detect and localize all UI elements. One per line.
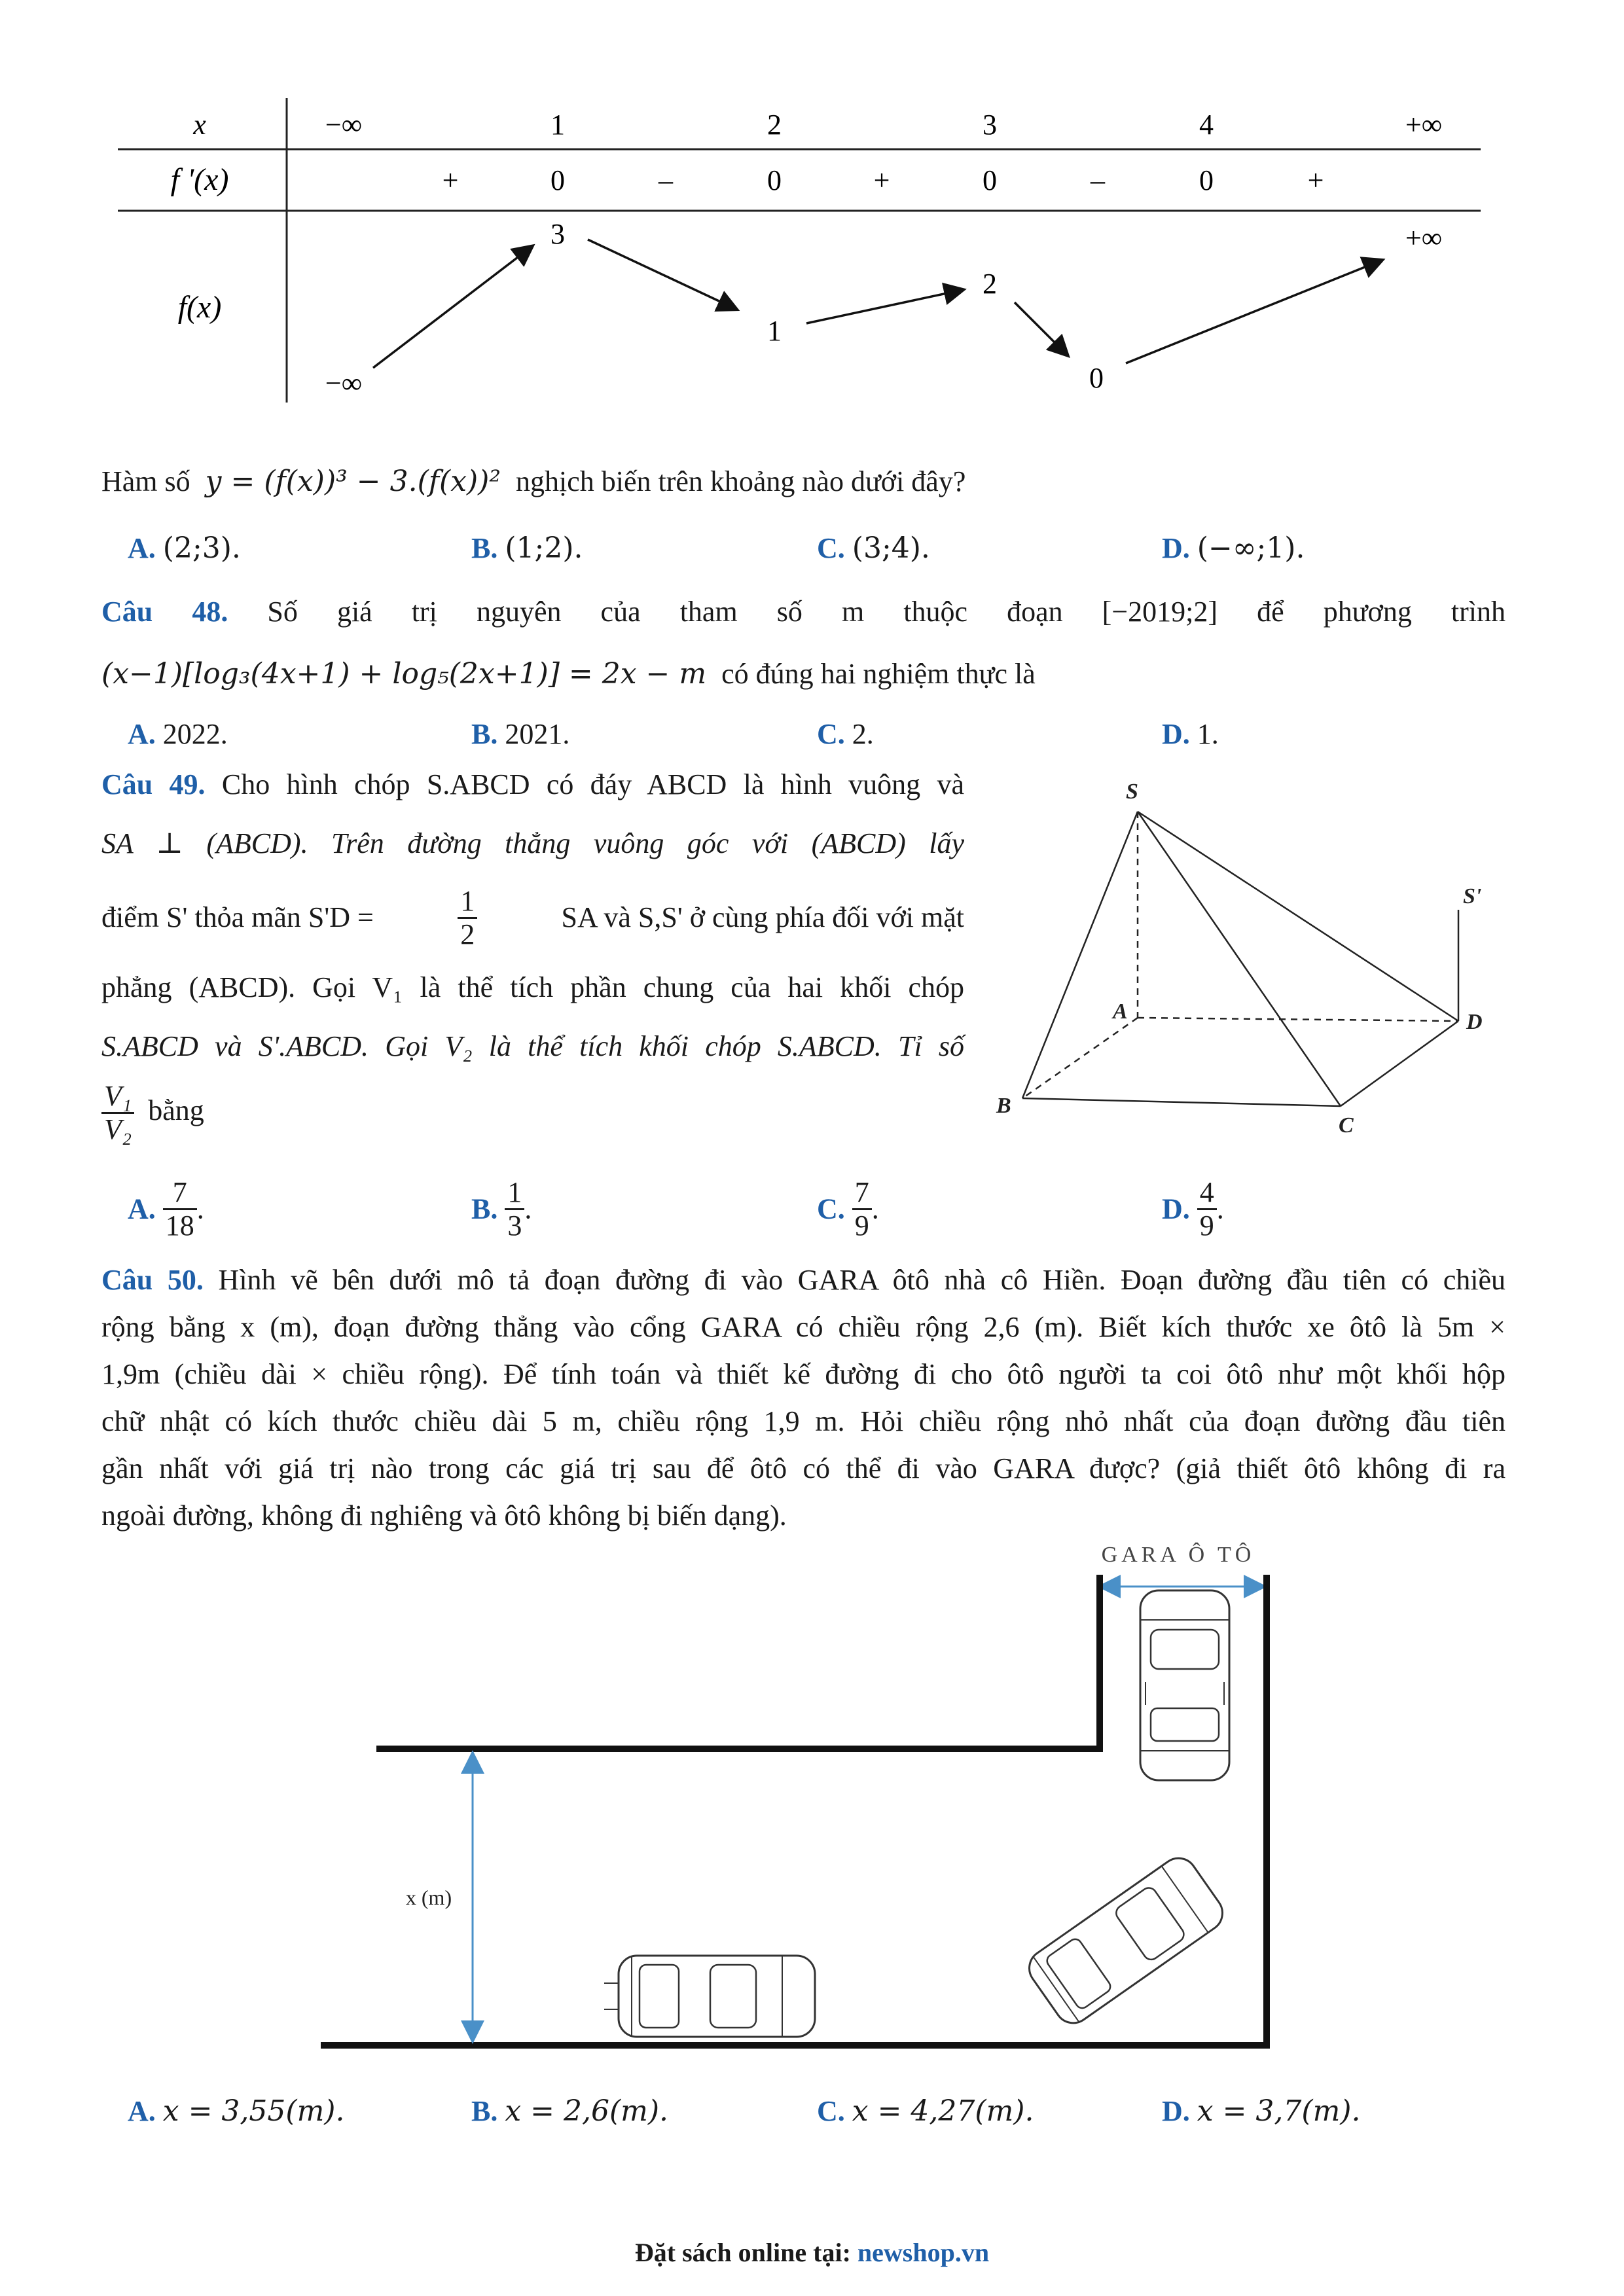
x-value: 3 <box>983 109 997 141</box>
q49-line6: $\frac{\text{V₁}}{\text{V₂}}$ bằng <box>101 1075 964 1147</box>
q49-stem <box>101 761 964 1147</box>
q48-option-d[interactable]: D. 1. <box>1162 718 1219 750</box>
q49-option-c[interactable]: C. $\frac{7}{9}$ . <box>817 1176 879 1242</box>
row-label-f: f(x) <box>177 290 222 325</box>
q50-option-b[interactable]: B. x = 2,6(m). <box>471 2094 669 2128</box>
q48-option-c[interactable]: C. 2. <box>817 718 874 750</box>
sign: 0 <box>550 164 565 196</box>
q49-line3: điểm S' thỏa mãn S'D = $\frac{1}{2}$ SA và S,S' ở cùng phía đối với mặt <box>101 884 964 950</box>
f-value: 0 <box>1089 362 1104 394</box>
q47-option-b[interactable]: B. (1;2). <box>471 531 583 565</box>
f-value: −∞ <box>325 367 363 399</box>
q50-stem <box>101 1257 1506 1539</box>
fprime-signs-row <box>442 164 1324 196</box>
footer-prefix: Đặt sách online tại: <box>634 2238 851 2267</box>
q47-stem <box>101 462 965 501</box>
q47-formula: y = (f(x))³ − 3.(f(x))² <box>205 465 501 498</box>
f-value: +∞ <box>1405 222 1443 254</box>
sign: – <box>1091 164 1105 196</box>
label-s: S <box>1126 780 1138 804</box>
garage-title: GARA Ô TÔ <box>1101 1543 1255 1567</box>
label-c: C <box>1339 1113 1354 1138</box>
page-footer <box>0 2237 1624 2268</box>
q50-option-a[interactable]: A. x = 3,55(m). <box>128 2094 345 2128</box>
car-icon <box>1022 1851 1230 2030</box>
car-icon <box>604 1956 815 2037</box>
pyramid-figure <box>982 772 1519 1139</box>
footer-site-link[interactable]: newshop.vn <box>857 2238 990 2267</box>
q50-option-c[interactable]: C. x = 4,27(m). <box>817 2094 1034 2128</box>
label-d: D <box>1466 1010 1483 1034</box>
row-label-x: x <box>193 109 206 141</box>
q49-ratio: $\frac{\text{V₁}}{\text{V₂}}$ <box>101 1081 134 1145</box>
q50-line6: ngoài đường, không đi nghiêng và ôtô không bị biến dạng). <box>101 1499 787 1532</box>
f-values-row <box>325 218 1442 399</box>
q50-option-d[interactable]: D. x = 3,7(m). <box>1162 2094 1361 2128</box>
f-value: 1 <box>767 315 782 347</box>
variation-arrows <box>373 240 1381 368</box>
q49-option-b[interactable]: B. $\frac{1}{3}$ . <box>471 1176 532 1242</box>
sign: – <box>659 164 673 196</box>
q50-line4: chữ nhật có kích thước chiều dài 5 m, chiều rộng 1,9 m. Hỏi chiều rộng nhỏ nhất của đoạn đường đầu tiên <box>101 1405 1506 1437</box>
arrow-up-icon <box>373 247 532 368</box>
q48-option-a[interactable]: A. 2022. <box>128 718 228 750</box>
q49-option-d[interactable]: D. $\frac{4}{9}$ . <box>1162 1176 1224 1242</box>
label-s-prime: S' <box>1463 884 1482 908</box>
sign: 0 <box>1199 164 1214 196</box>
q49-fraction-half: $\frac{1}{2}$ <box>458 886 477 950</box>
q50-line2: rộng bằng x (m), đoạn đường thẳng vào cổng GARA có chiều rộng 2,6 (m). Biết kích thước xe ôtô là 5m × <box>101 1311 1506 1343</box>
x-value: −∞ <box>325 109 363 141</box>
q50-line5: gần nhất với giá trị nào trong các giá trị sau để ôtô có thể đi vào GARA được? (giả thiết ôtô không đi ra <box>101 1452 1506 1484</box>
garage-figure <box>0 1525 1624 2075</box>
q47-stem-suffix: nghịch biến trên khoảng nào dưới đây? <box>515 465 966 497</box>
x-value: +∞ <box>1405 109 1443 141</box>
q49-line2: SA ⊥ (ABCD). Trên đường thẳng vuông góc với (ABCD) lấy <box>101 827 964 859</box>
car-icon <box>1140 1590 1229 1780</box>
x-value: 4 <box>1199 109 1214 141</box>
x-value: 2 <box>767 109 782 141</box>
q50-line3: 1,9m (chiều dài × chiều rộng). Để tính toán và thiết kế đường đi cho ôtô người ta coi ôtô như một khối hộp <box>101 1358 1506 1390</box>
q48-line1: Câu 48. Số giá trị nguyên của tham số m thuộc đoạn [−2019;2] để phương trình <box>101 596 1506 628</box>
sign: 0 <box>983 164 997 196</box>
arrow-up-icon <box>1126 260 1381 363</box>
sign: + <box>873 164 890 196</box>
q49-line4: phẳng (ABCD). Gọi V₁ là thể tích phần chung của hai khối chóp <box>101 971 964 1003</box>
q49-line5: S.ABCD và S'.ABCD. Gọi V₂ là thể tích khối chóp S.ABCD. Tỉ số <box>101 1030 964 1062</box>
sign: 0 <box>767 164 782 196</box>
q48-line2: (x−1)[log₃(4x+1) + log₅(2x+1)] = 2x − m có đúng hai nghiệm thực là <box>101 657 1036 691</box>
road-width-label: x (m) <box>405 1886 452 1909</box>
q47-option-c[interactable]: C. (3;4). <box>817 531 930 565</box>
arrow-down-icon <box>588 240 736 309</box>
arrow-down-icon <box>1015 302 1067 355</box>
label-b: B <box>996 1094 1011 1118</box>
x-value: 1 <box>550 109 565 141</box>
q47-stem-prefix: Hàm số <box>101 465 190 497</box>
q50-line1: Câu 50. Hình vẽ bên dưới mô tả đoạn đường đi vào GARA ôtô nhà cô Hiền. Đoạn đường đầu tiên có chiều <box>101 1264 1506 1296</box>
sign: + <box>442 164 459 196</box>
f-value: 3 <box>550 218 565 250</box>
q47-option-a[interactable]: A. (2;3). <box>128 531 241 565</box>
variation-table <box>0 0 1624 419</box>
q49-line1: Câu 49. Cho hình chóp S.ABCD có đáy ABCD là hình vuông và <box>101 768 965 800</box>
label-a: A <box>1113 999 1128 1024</box>
f-value: 2 <box>983 268 997 300</box>
arrow-up-icon <box>806 290 962 323</box>
x-values-row <box>325 109 1442 141</box>
q48-option-b[interactable]: B. 2021. <box>471 718 570 750</box>
q47-option-d[interactable]: D. (−∞;1). <box>1162 531 1305 565</box>
row-label-fprime: f '(x) <box>170 162 229 197</box>
sign: + <box>1307 164 1324 196</box>
q49-option-a[interactable]: A. $\frac{7}{18}$ . <box>128 1176 204 1242</box>
